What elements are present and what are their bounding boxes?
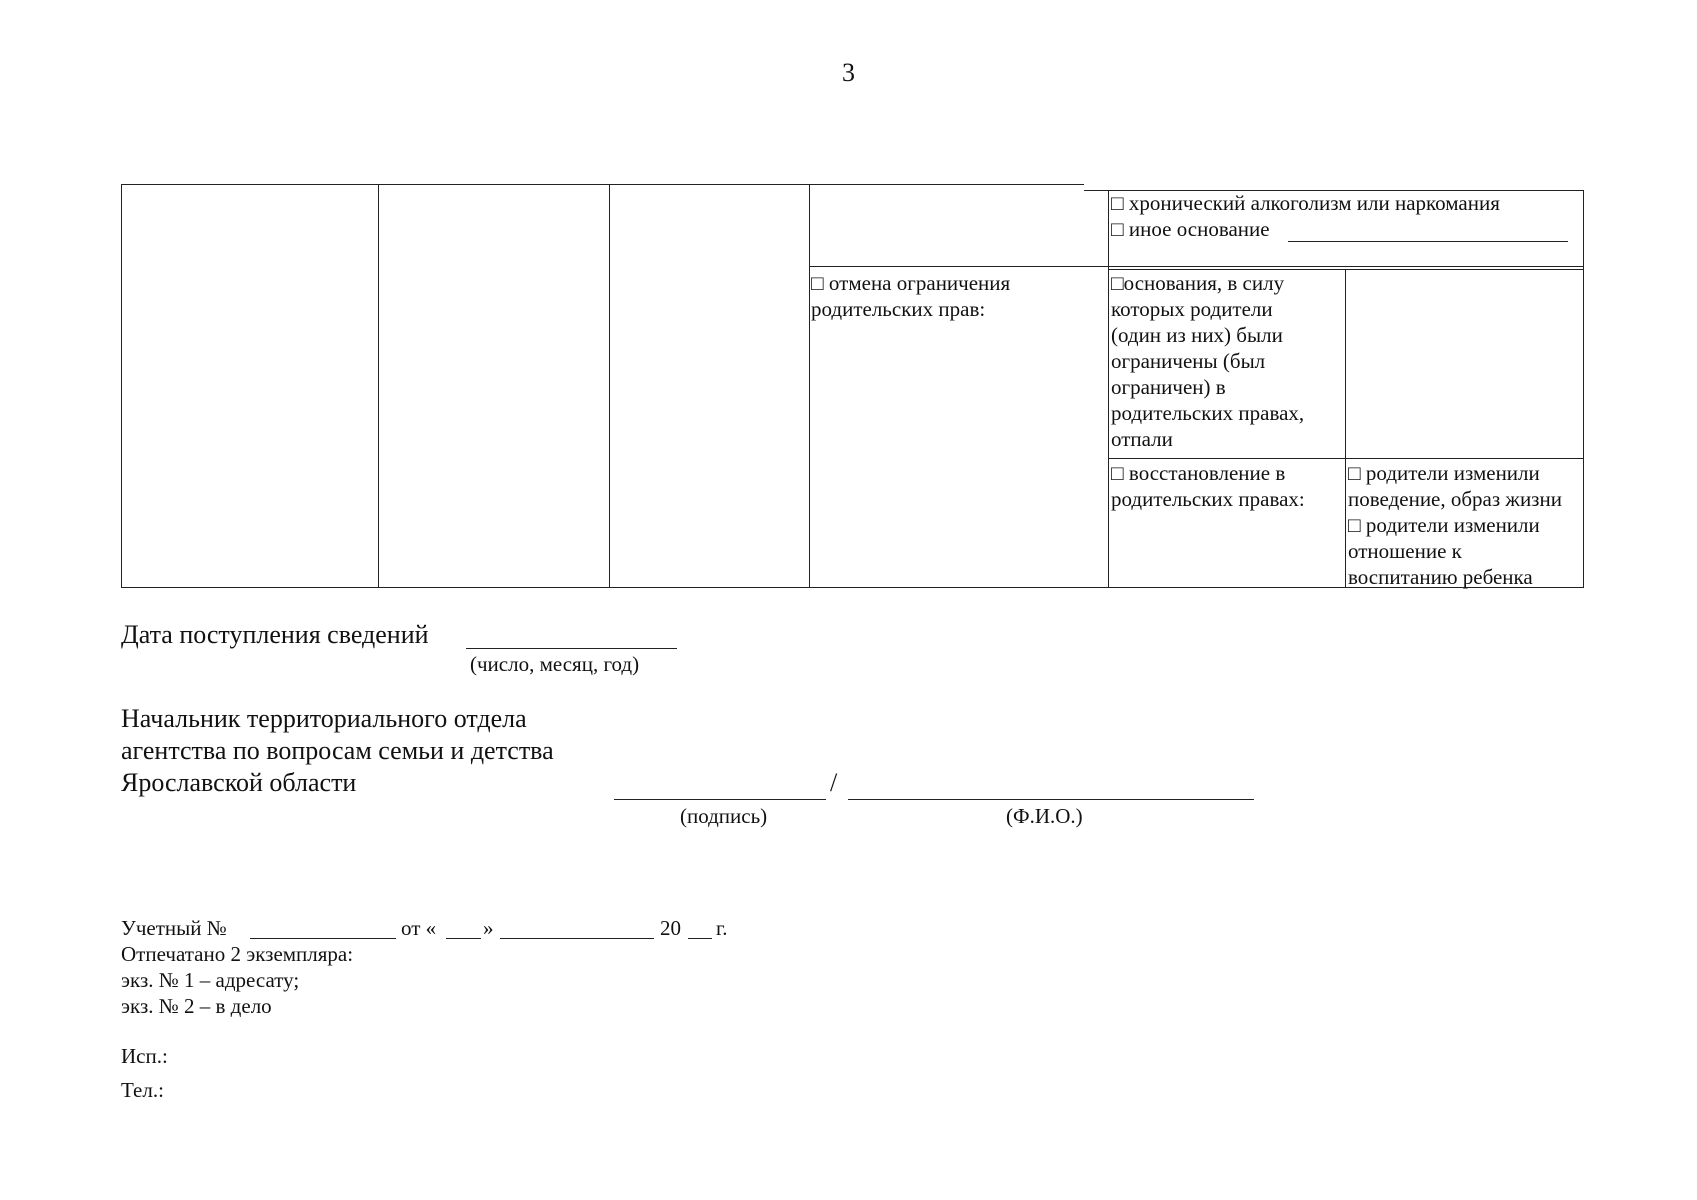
row-divider	[1108, 458, 1584, 459]
grounds-text: ограничен) в	[1111, 375, 1226, 399]
month-blank	[500, 938, 654, 939]
name-caption: (Ф.И.О.)	[1006, 804, 1083, 828]
column-divider	[1345, 270, 1346, 588]
printed-copies: Отпечатано 2 экземпляра:	[121, 942, 354, 966]
position-line: Начальник территориального отдела	[121, 704, 527, 733]
table-border-left	[121, 184, 122, 588]
parents-changed-text: поведение, образ жизни	[1348, 487, 1562, 511]
parents-changed-text: воспитанию ребенка	[1348, 565, 1533, 589]
position-line: Ярославской области	[121, 768, 357, 797]
column-divider	[609, 184, 610, 588]
restoration-label: родительских правах:	[1111, 487, 1305, 511]
receipt-date-caption: (число, месяц, год)	[470, 652, 640, 676]
reason-alcoholism: □ хронический алкоголизм или наркомания	[1111, 191, 1500, 215]
table-border-right	[1583, 190, 1584, 588]
name-blank	[848, 799, 1254, 800]
executor-label: Исп.:	[121, 1044, 168, 1068]
grounds-text: □основания, в силу	[1111, 271, 1285, 295]
grounds-text: отпали	[1111, 427, 1173, 451]
account-number-label: Учетный №	[121, 916, 227, 940]
account-number-blank	[250, 938, 396, 939]
from-label: от «	[401, 916, 437, 940]
phone-label: Тел.:	[121, 1078, 164, 1102]
cancel-restriction-label: □ отмена ограничения	[811, 271, 1011, 295]
quote-close: »	[483, 916, 494, 940]
column-divider	[378, 184, 379, 588]
grounds-text: родительских правах,	[1111, 401, 1305, 425]
grounds-text: ограничены (был	[1111, 349, 1266, 373]
column-divider	[809, 184, 810, 588]
column-divider	[1108, 190, 1109, 588]
row-divider	[809, 266, 1584, 267]
parents-changed-text: □ родители изменили	[1348, 513, 1540, 537]
position-line: агентства по вопросам семьи и детства	[121, 736, 554, 765]
parents-changed-text: отношение к	[1348, 539, 1462, 563]
receipt-date-label: Дата поступления сведений	[121, 620, 429, 649]
receipt-date-blank	[466, 648, 677, 649]
signature-separator: /	[830, 768, 838, 797]
signature-caption: (подпись)	[680, 804, 768, 828]
parents-changed-text: □ родители изменили	[1348, 461, 1540, 485]
other-reason-blank	[1288, 241, 1568, 242]
cancel-restriction-label: родительских прав:	[811, 297, 986, 321]
day-blank	[446, 938, 481, 939]
grounds-text: которых родители	[1111, 297, 1273, 321]
page-number: 3	[842, 58, 855, 87]
copy-one: экз. № 1 – адресату;	[121, 968, 300, 992]
year-blank	[688, 938, 712, 939]
year-suffix: г.	[716, 916, 728, 940]
grounds-text: (один из них) были	[1111, 323, 1283, 347]
year-label: 20	[660, 916, 681, 940]
copy-two: экз. № 2 – в дело	[121, 994, 272, 1018]
form-table	[121, 184, 1584, 589]
restoration-label: □ восстановление в	[1111, 461, 1286, 485]
table-border-top	[121, 184, 1084, 185]
signature-blank	[614, 799, 826, 800]
reason-other: □ иное основание	[1111, 217, 1270, 241]
